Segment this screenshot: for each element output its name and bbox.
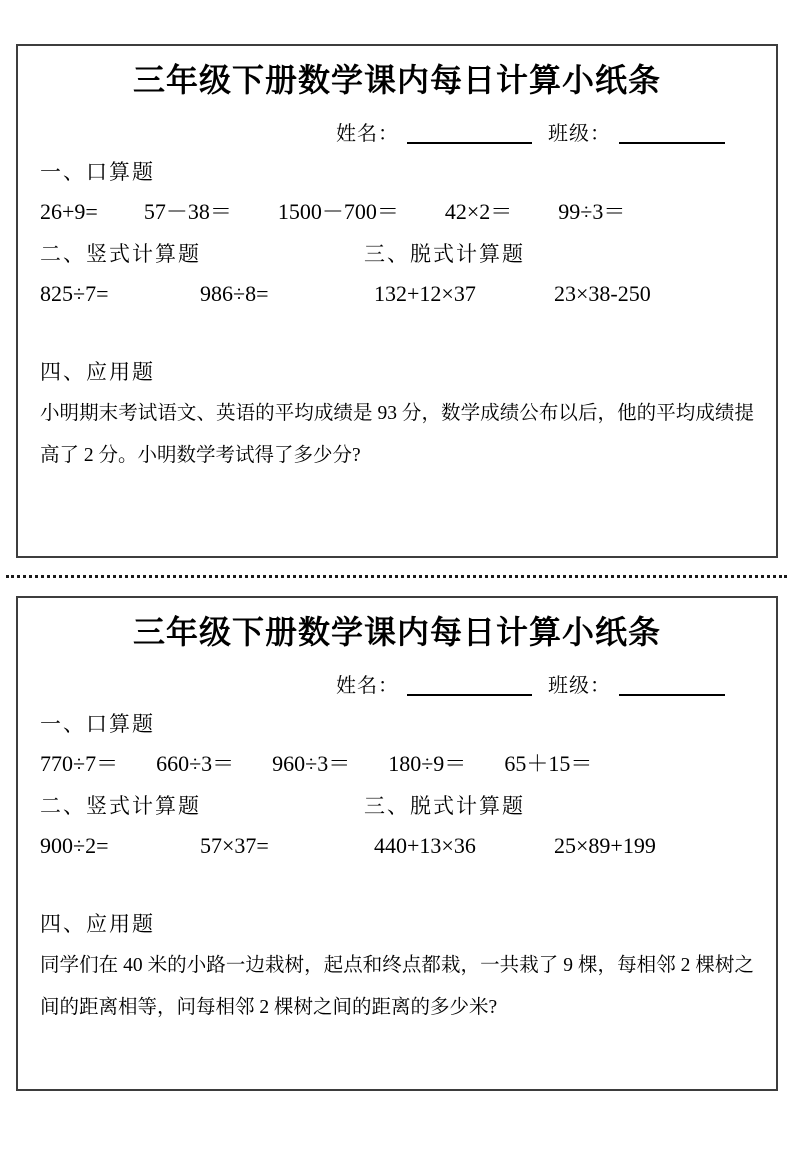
oral-problem: 180÷9＝ (388, 751, 467, 776)
class-label: 班级： (548, 123, 611, 145)
step-problem: 25×89+199 (554, 833, 656, 858)
vertical-problem: 986÷8= (200, 281, 269, 306)
oral-problem: 660÷3＝ (156, 751, 235, 776)
oral-problem: 1500－700＝ (277, 199, 399, 224)
worksheet-title: 三年级下册数学课内每日计算小纸条 (132, 614, 661, 650)
oral-problems-row (40, 749, 754, 779)
word-section-heading: 四、应用题 (40, 360, 155, 384)
worksheet-title: 三年级下册数学课内每日计算小纸条 (132, 62, 661, 98)
oral-problem: 65＋15＝ (504, 751, 593, 776)
dotted-cut-line (6, 575, 787, 578)
vertical-section-heading: 二、竖式计算题 (40, 794, 201, 818)
class-label: 班级： (548, 675, 611, 697)
name-label: 姓名： (336, 123, 399, 145)
oral-problem: 26+9= (40, 199, 98, 224)
step-problem: 440+13×36 (374, 833, 476, 858)
step-problem: 23×38-250 (554, 281, 651, 306)
oral-problem: 57－38＝ (143, 199, 232, 224)
step-section-heading: 三、脱式计算题 (364, 794, 525, 818)
word-section-heading: 四、应用题 (40, 912, 155, 936)
vertical-problem: 825÷7= (40, 281, 109, 306)
name-blank-field (407, 122, 532, 144)
oral-section-heading: 一、口算题 (40, 160, 155, 184)
name-class-row (40, 669, 754, 699)
name-blank-field (407, 674, 532, 696)
vertical-section-heading: 二、竖式计算题 (40, 242, 201, 266)
oral-problem: 99÷3＝ (558, 199, 626, 224)
worksheet-slip-1 (16, 44, 778, 558)
oral-problem: 42×2＝ (444, 199, 513, 224)
oral-section-heading: 一、口算题 (40, 712, 155, 736)
oral-problems-row (40, 197, 754, 227)
calc-headings-row (40, 240, 754, 268)
class-blank-field (619, 122, 725, 144)
oral-problem: 960÷3＝ (272, 751, 351, 776)
name-label: 姓名： (336, 675, 399, 697)
calc-problems-row (40, 831, 754, 861)
oral-problem: 770÷7＝ (40, 751, 119, 776)
class-blank-field (619, 674, 725, 696)
step-problem: 132+12×37 (374, 281, 476, 306)
calc-problems-row (40, 279, 754, 309)
name-class-row (40, 117, 754, 147)
word-problem-text: 小明期末考试语文、英语的平均成绩是 93 分，数学成绩公布以后，他的平均成绩提高了 2 分。小明数学考试得了多少分? (40, 403, 754, 466)
word-problem-text: 同学们在 40 米的小路一边栽树，起点和终点都栽，一共栽了 9 棵，每相邻 2 棵树之间的距离相等，问每相邻 2 棵树之间的距离的多少米? (40, 955, 754, 1018)
calc-headings-row (40, 792, 754, 820)
vertical-problem: 57×37= (200, 833, 269, 858)
vertical-problem: 900÷2= (40, 833, 109, 858)
worksheet-slip-2 (16, 596, 778, 1091)
step-section-heading: 三、脱式计算题 (364, 242, 525, 266)
